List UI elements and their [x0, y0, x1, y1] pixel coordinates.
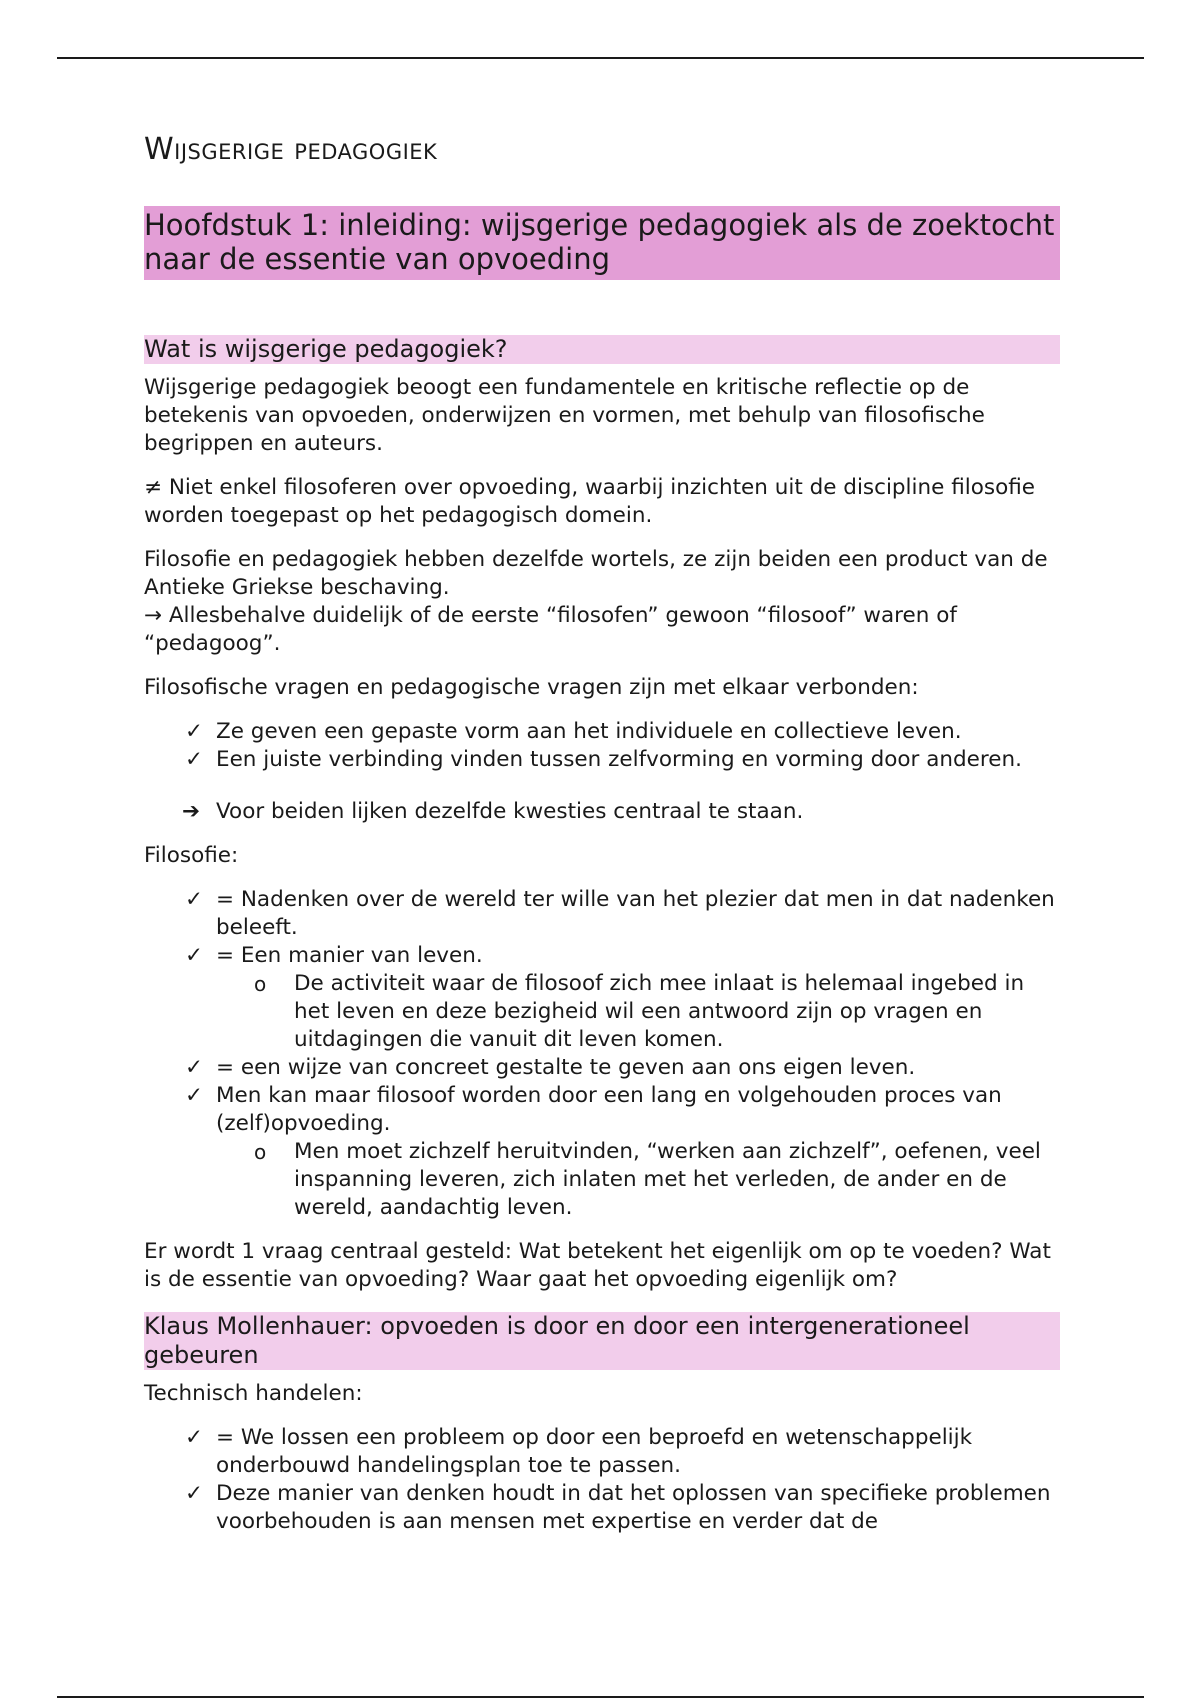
checkmark-icon: ✓ [184, 1425, 203, 1450]
checkmark-icon: ✓ [184, 747, 203, 772]
circle-bullet-icon: o [254, 1140, 267, 1164]
paragraph: Technisch handelen: [144, 1381, 363, 1406]
checkmark-icon: ✓ [184, 887, 203, 912]
sub-list-item: o De activiteit waar de filosoof zich mee inlaat is helemaal ingebed in het leven en deze bezigheid wil een antwoord zijn op vragen en uitdagingen die vanuit dit leven komen. [254, 971, 1025, 1052]
conclusion-line: ➔ Voor beiden lijken dezelfde kwesties centraal te staan. [182, 799, 804, 824]
paragraph: Filosofische vragen en pedagogische vragen zijn met elkaar verbonden: [144, 675, 919, 700]
checkmark-icon: ✓ [184, 1481, 203, 1506]
checkmark-icon: ✓ [184, 1083, 203, 1108]
checkmark-icon: ✓ [184, 943, 203, 968]
document-body [144, 130, 1060, 1536]
chapter-heading: Hoofdstuk 1: inleiding: wijsgerige pedagogiek als de zoektocht naar de essentie van opvoeding [144, 206, 1060, 280]
paragraph: Er wordt 1 vraag centraal gesteld: Wat betekent het eigenlijk om op te voeden? Wat is de essentie van opvoeding? Waar gaat het opvoeding eigenlijk om? [144, 1239, 1051, 1292]
section-heading-wat-is: Wat is wijsgerige pedagogiek? [144, 335, 1060, 364]
list-item: ✓ Een juiste verbinding vinden tussen zelfvorming en vorming door anderen. [144, 746, 1060, 774]
checklist [144, 718, 1060, 774]
list-item: ✓ = een wijze van concreet gestalte te geven aan ons eigen leven. [144, 1054, 1060, 1082]
paragraph: Filosofie en pedagogiek hebben dezelfde wortels, ze zijn beiden een product van de Antieke Griekse beschaving. [144, 547, 1048, 600]
paragraph: Wijsgerige pedagogiek beoogt een fundamentele en kritische reflectie op de betekenis van opvoeden, onderwijzen en vormen, met behulp van filosofische begrippen en auteurs. [144, 375, 985, 456]
sub-list [216, 1138, 1060, 1222]
paragraph: ≠ Niet enkel filosoferen over opvoeding, waarbij inzichten uit de discipline filosofie worden toegepast op het pedagogisch domein. [144, 475, 1035, 528]
list-item: ✓ = We lossen een probleem op door een beproefd en wetenschappelijk onderbouwd handelingsplan toe te passen. [144, 1424, 1060, 1480]
arrow-icon: ➔ [182, 799, 201, 824]
sub-list-item: o Men moet zichzelf heruitvinden, “werken aan zichzelf”, oefenen, veel inspanning leveren, zich inlaten met het verleden, de ander en de wereld, aandachtig leven. [254, 1139, 1041, 1220]
circle-bullet-icon: o [254, 972, 267, 996]
sub-list [216, 970, 1060, 1054]
list-item: ✓ Ze geven een gepaste vorm aan het individuele en collectieve leven. [144, 718, 1060, 746]
bottom-rule [57, 1696, 1144, 1698]
paragraph: Filosofie: [144, 843, 239, 868]
document-title: Wijsgerige pedagogiek [144, 132, 438, 167]
list-item: ✓ = Nadenken over de wereld ter wille van het plezier dat men in dat nadenken beleeft. [144, 886, 1060, 942]
list-item: ✓ = Een manier van leven. o De activiteit waar de filosoof zich mee inlaat is helemaal ingebed in het leven en deze bezigheid wil een antwoord zijn op vragen en uitdagingen die vanuit dit leven komen. [144, 942, 1060, 1054]
top-rule [57, 57, 1144, 59]
checkmark-icon: ✓ [184, 1055, 203, 1080]
checkmark-icon: ✓ [184, 719, 203, 744]
paragraph: → Allesbehalve duidelijk of de eerste “filosofen” gewoon “filosoof” waren of “pedagoog”. [144, 603, 957, 656]
list-item: ✓ Men kan maar filosoof worden door een lang en volgehouden proces van (zelf)opvoeding. o Men moet zichzelf heruitvinden, “werken aan zichzelf”, oefenen, veel inspanning leveren, zich inlaten met het verleden, de ander en de wereld, aandachtig leven. [144, 1082, 1060, 1222]
section-heading-mollenhauer: Klaus Mollenhauer: opvoeden is door en door een intergenerationeel gebeuren [144, 1312, 1060, 1370]
list-item: ✓ Deze manier van denken houdt in dat het oplossen van specifieke problemen voorbehouden is aan mensen met expertise en verder dat de [144, 1480, 1060, 1536]
checklist [144, 1424, 1060, 1536]
checklist [144, 886, 1060, 1222]
